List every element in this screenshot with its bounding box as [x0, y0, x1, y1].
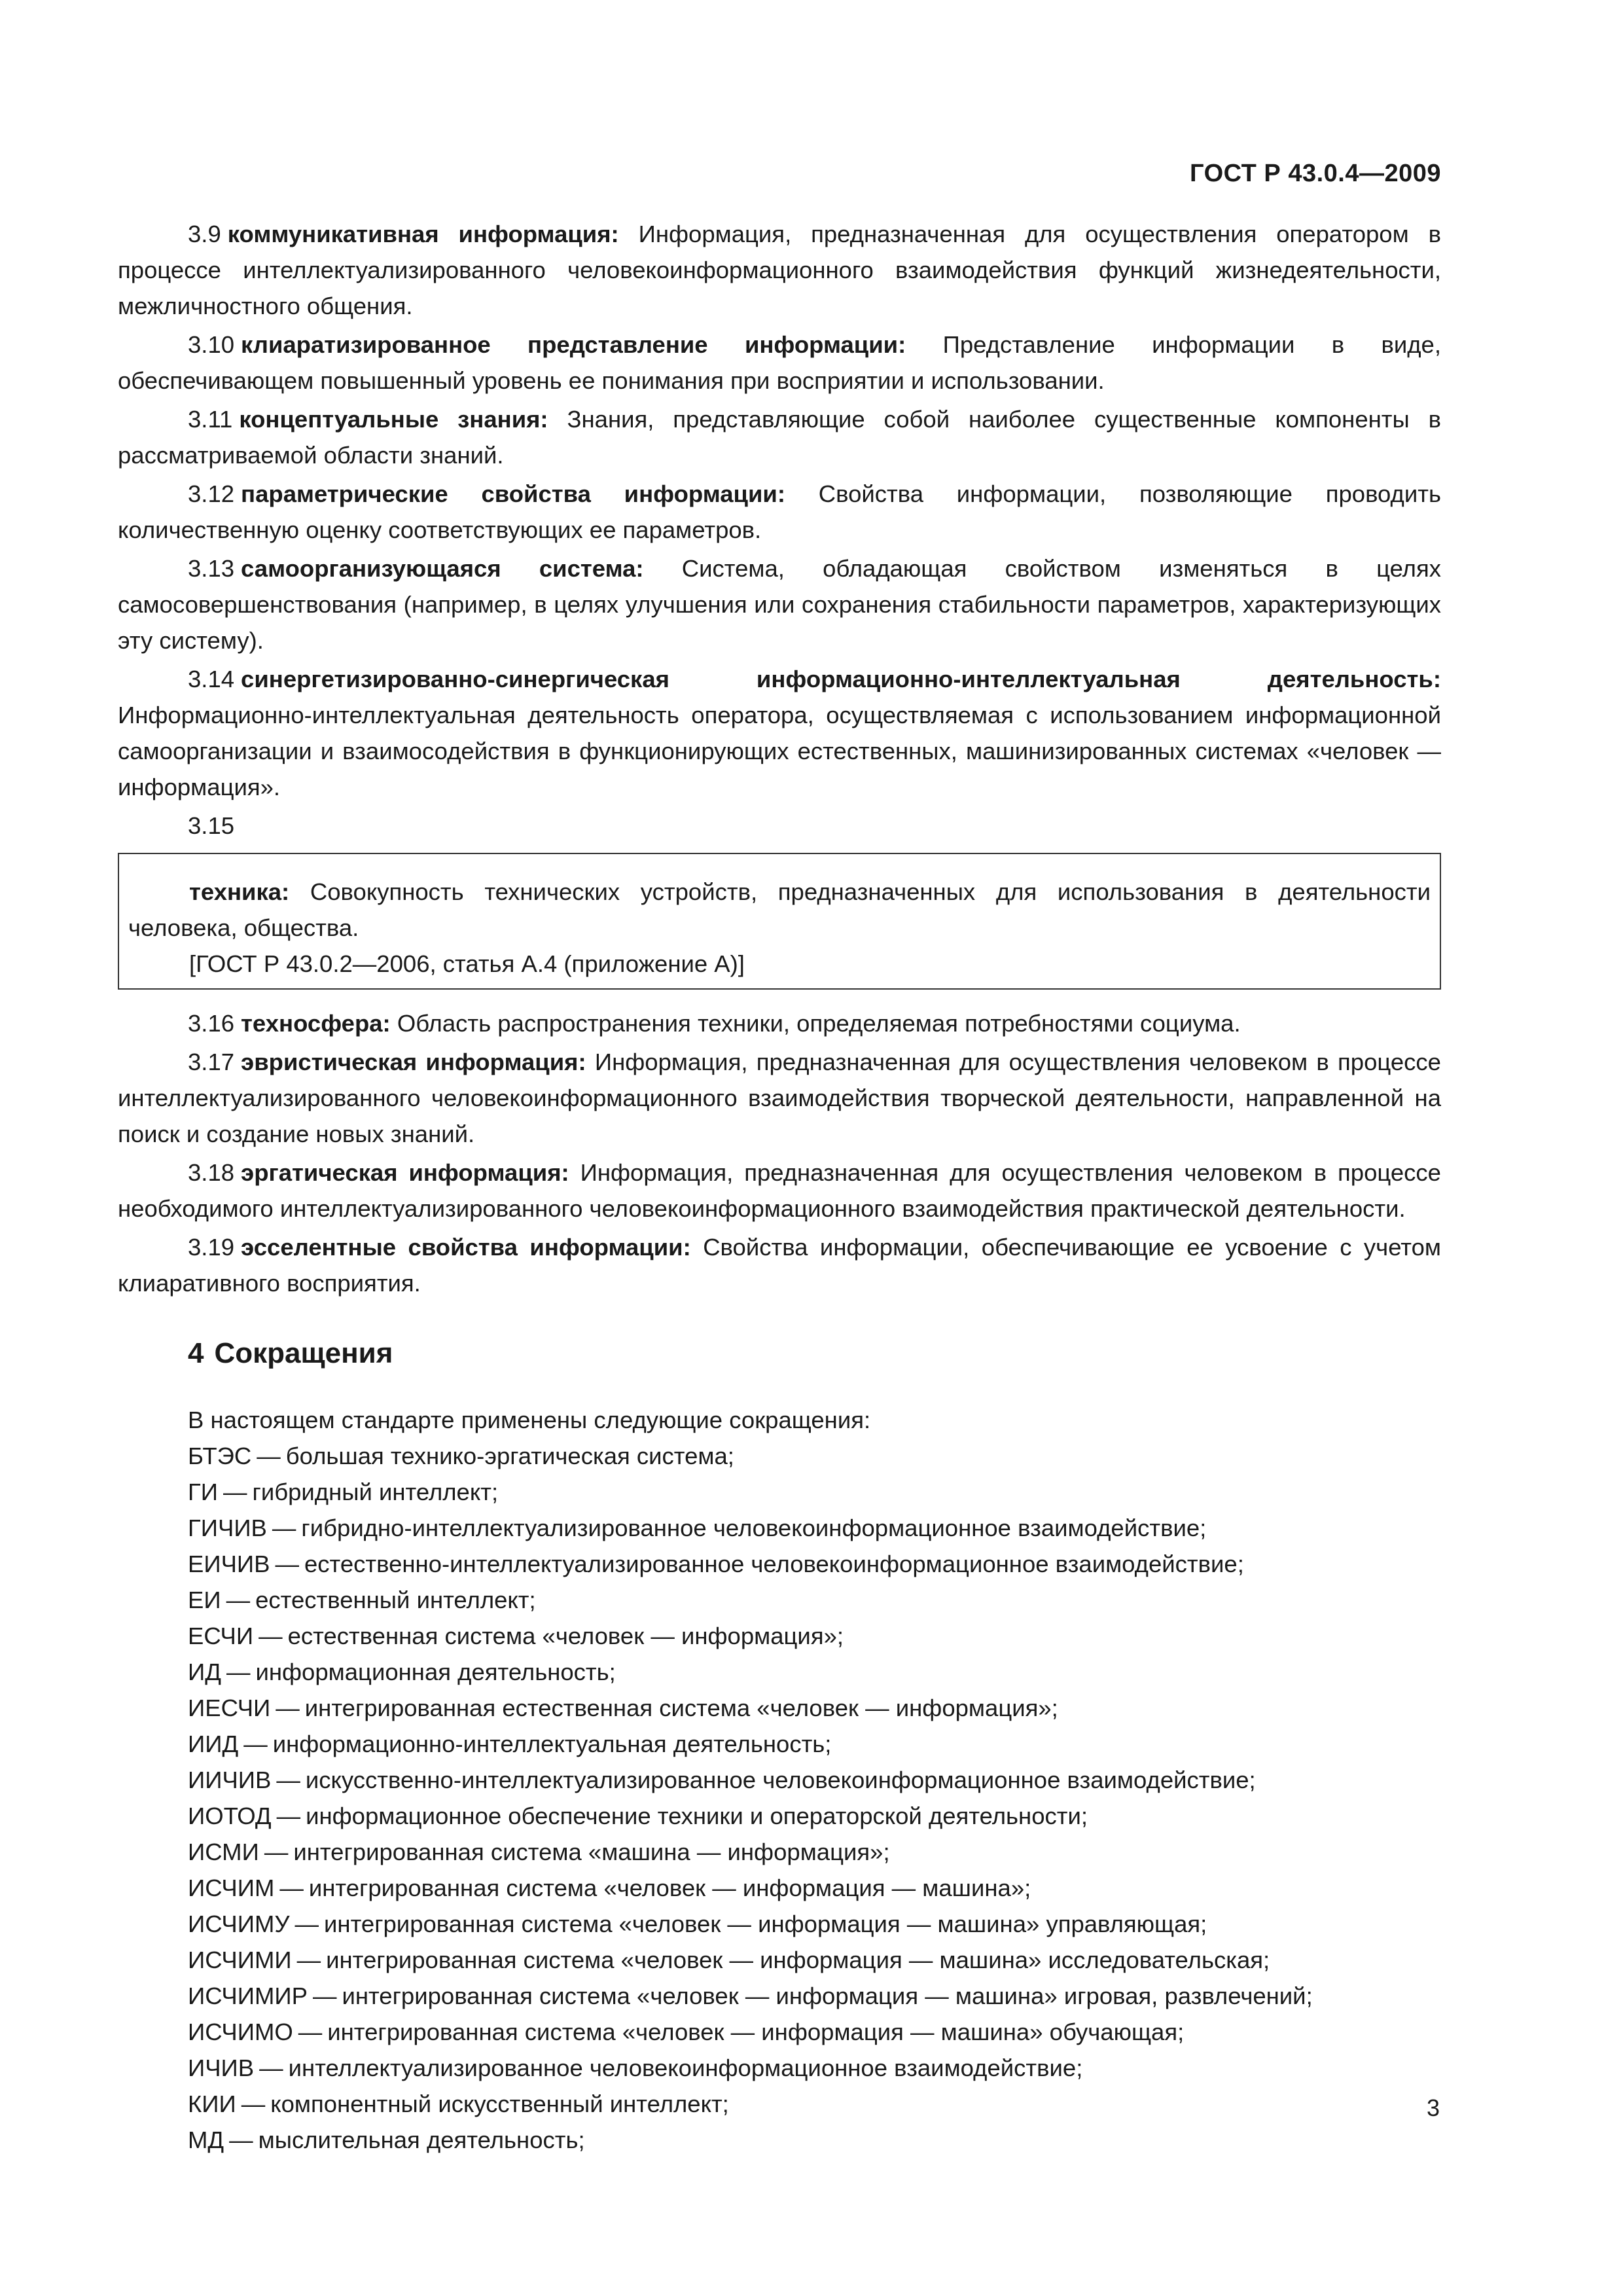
- abbreviation-item: [118, 1942, 1441, 1978]
- definition-item: [118, 216, 1441, 324]
- definition-source: [ГОСТ Р 43.0.2—2006, статья А.4 (приложение А)]: [189, 950, 745, 977]
- definition-item: [118, 1044, 1441, 1152]
- abbreviation-item: [118, 1870, 1441, 1906]
- abbreviation-meaning: интегрированная система «человек — информация — машина» игровая, развлечений;: [342, 1982, 1313, 2009]
- definition-number: 3.10: [188, 331, 235, 358]
- dash-separator: —: [229, 2126, 253, 2153]
- abbreviations-intro: В настоящем стандарте применены следующие сокращения:: [188, 1407, 871, 1433]
- definition-number: 3.11: [188, 406, 233, 433]
- abbreviation-item: [118, 1474, 1441, 1510]
- abbreviation-item: [118, 1654, 1441, 1690]
- abbreviation-term: ЕИ: [188, 1587, 221, 1613]
- dash-separator: —: [298, 2018, 323, 2045]
- definition-term: самоорганизующаяся система:: [241, 555, 644, 582]
- document-code-header: ГОСТ Р 43.0.4—2009: [1190, 160, 1441, 187]
- abbreviation-meaning: естественный интеллект;: [255, 1587, 536, 1613]
- definition-text: Представление информации в виде, обеспечивающем повышенный уровень ее понимания при восприятии и использовании.: [118, 331, 1441, 394]
- abbreviation-meaning: компонентный искусственный интеллект;: [270, 2090, 729, 2117]
- definition-text: Свойства информации, обеспечивающие ее усвоение с учетом клиаративного восприятия.: [118, 1234, 1441, 1297]
- definition-number: 3.17: [188, 1049, 235, 1075]
- abbreviation-meaning: гибридно-интеллектуализированное человекоинформационное взаимодействие;: [301, 1515, 1207, 1541]
- definition-number: 3.16: [188, 1010, 235, 1037]
- abbreviation-item: [118, 1690, 1441, 1726]
- abbreviation-item: [118, 1510, 1441, 1546]
- abbreviation-meaning: интеллектуализированное человекоинформационное взаимодействие;: [288, 2054, 1083, 2081]
- definition-text: Система, обладающая свойством изменяться в целях самосовершенствования (например, в целях улучшения или сохранения стабильности параметров, характеризующих эту систему).: [118, 555, 1441, 654]
- definition-term: концептуальные знания:: [239, 406, 548, 433]
- abbreviation-term: ИСЧИМО: [188, 2018, 293, 2045]
- definition-item: [118, 1229, 1441, 1301]
- abbreviation-meaning: естественно-интеллектуализированное человекоинформационное взаимодействие;: [304, 1551, 1244, 1577]
- abbreviation-meaning: интегрированная система «человек — информация — машина» исследовательская;: [326, 1946, 1270, 1973]
- abbreviation-item: [118, 1834, 1441, 1870]
- page-number: 3: [1426, 2094, 1440, 2121]
- abbreviation-item: [118, 2122, 1441, 2158]
- definition-item: [118, 1005, 1441, 1041]
- definition-number: 3.18: [188, 1159, 235, 1186]
- abbreviation-item: [118, 1762, 1441, 1798]
- dash-separator: —: [275, 1551, 299, 1577]
- definition-term: техносфера:: [241, 1010, 391, 1037]
- abbreviation-term: ИЕСЧИ: [188, 1695, 271, 1721]
- definition-item: [118, 401, 1441, 473]
- abbreviation-term: ИСЧИМИ: [188, 1946, 292, 1973]
- definition-text: Информация, предназначенная для осуществления оператором в процессе интеллектуализированного человекоинформационного взаимодействия функций жизнедеятельности, межличностного общения.: [118, 221, 1441, 319]
- abbreviation-term: ИСЧИМУ: [188, 1910, 290, 1937]
- dash-separator: —: [257, 1443, 281, 1469]
- dash-separator: —: [241, 2090, 266, 2117]
- definition-number: 3.14: [188, 666, 235, 692]
- abbreviation-meaning: интегрированная система «машина — информация»;: [293, 1839, 890, 1865]
- abbreviation-item: [118, 1438, 1441, 1474]
- definition-number: 3.19: [188, 1234, 235, 1261]
- abbreviation-term: ИСЧИМИР: [188, 1982, 308, 2009]
- dash-separator: —: [223, 1479, 247, 1505]
- abbreviation-meaning: мыслительная деятельность;: [258, 2126, 585, 2153]
- definition-item: [118, 1155, 1441, 1227]
- definition-term: клиаратизированное представление информации:: [241, 331, 906, 358]
- abbreviation-meaning: информационное обеспечение техники и операторской деятельности;: [306, 1803, 1088, 1829]
- abbreviation-meaning: интегрированная система «человек — информация — машина» обучающая;: [327, 2018, 1185, 2045]
- dash-separator: —: [243, 1731, 268, 1757]
- abbreviation-term: ЕИЧИВ: [188, 1551, 270, 1577]
- definition-item: [118, 661, 1441, 805]
- dash-separator: —: [226, 1659, 251, 1685]
- dash-separator: —: [264, 1839, 289, 1865]
- abbreviation-item: [118, 1618, 1441, 1654]
- abbreviation-term: ИЧИВ: [188, 2054, 255, 2081]
- definition-term: эргатическая информация:: [241, 1159, 569, 1186]
- definition-number: 3.13: [188, 555, 235, 582]
- abbreviation-term: ИСМИ: [188, 1839, 259, 1865]
- abbreviation-meaning: интегрированная естественная система «человек — информация»;: [304, 1695, 1058, 1721]
- dash-separator: —: [259, 2054, 283, 2081]
- dash-separator: —: [296, 1946, 321, 1973]
- abbreviation-term: ЕСЧИ: [188, 1623, 254, 1649]
- dash-separator: —: [272, 1515, 296, 1541]
- page-content: [118, 216, 1441, 2158]
- abbreviation-meaning: интегрированная система «человек — информация — машина»;: [308, 1874, 1031, 1901]
- abbreviation-term: ИОТОД: [188, 1803, 272, 1829]
- abbreviation-meaning: естественная система «человек — информация»;: [287, 1623, 844, 1649]
- definition-term: техника:: [189, 878, 290, 905]
- abbreviation-term: КИИ: [188, 2090, 236, 2117]
- abbreviation-item: [118, 1798, 1441, 1834]
- abbreviation-term: БТЭС: [188, 1443, 252, 1469]
- definition-text: Информационно-интеллектуальная деятельность оператора, осуществляемая с использованием информационной самоорганизации и взаимосодействия в функционирующих естественных, машинизированных системах «человек — информация».: [118, 702, 1441, 800]
- definition-text: Свойства информации, позволяющие проводить количественную оценку соответствующих ее параметров.: [118, 480, 1441, 543]
- dash-separator: —: [226, 1587, 251, 1613]
- definition-term: синергетизированно-синергическая информационно-интеллектуальная деятельность:: [241, 666, 1441, 692]
- boxed-definition-text: [128, 874, 1431, 946]
- abbreviation-item: [118, 1726, 1441, 1762]
- abbreviation-term: ИИД: [188, 1731, 239, 1757]
- definition-term: эсселентные свойства информации:: [241, 1234, 691, 1261]
- section-heading: [188, 1334, 1441, 1373]
- abbreviation-term: ГИ: [188, 1479, 218, 1505]
- definition-number: 3.15: [188, 812, 235, 839]
- section-number: 4: [188, 1337, 204, 1369]
- abbreviation-item: [118, 1978, 1441, 2014]
- dash-separator: —: [276, 1803, 301, 1829]
- dash-separator: —: [259, 1623, 283, 1649]
- definition-number: 3.9: [188, 221, 221, 247]
- definition-term: эвристическая информация:: [241, 1049, 586, 1075]
- boxed-definition: [118, 853, 1441, 990]
- abbreviation-term: ИСЧИМ: [188, 1874, 275, 1901]
- abbreviation-item: [118, 2050, 1441, 2086]
- dash-separator: —: [276, 1767, 300, 1793]
- dash-separator: —: [279, 1874, 304, 1901]
- abbreviation-meaning: интегрированная система «человек — информация — машина» управляющая;: [324, 1910, 1207, 1937]
- abbreviation-meaning: информационная деятельность;: [255, 1659, 616, 1685]
- definition-term: коммуникативная информация:: [227, 221, 619, 247]
- abbreviation-meaning: гибридный интеллект;: [252, 1479, 499, 1505]
- abbreviation-item: [118, 1906, 1441, 1942]
- dash-separator: —: [312, 1982, 337, 2009]
- abbreviation-term: МД: [188, 2126, 224, 2153]
- abbreviation-item: [118, 1582, 1441, 1618]
- definition-text: Область распространения техники, определяемая потребностями социума.: [397, 1010, 1241, 1037]
- definition-text: Информация, предназначенная для осуществления человеком в процессе необходимого интеллектуализированного человекоинформационного взаимодействия практической деятельности.: [118, 1159, 1441, 1222]
- definition-item: [118, 550, 1441, 658]
- definition-item: [118, 327, 1441, 399]
- abbreviation-meaning: большая технико-эргатическая система;: [285, 1443, 734, 1469]
- dash-separator: —: [294, 1910, 319, 1937]
- definitions-list: [118, 1005, 1441, 1301]
- abbreviations-list: [118, 1438, 1441, 2158]
- abbreviation-term: ИИЧИВ: [188, 1767, 272, 1793]
- dash-separator: —: [276, 1695, 300, 1721]
- definition-text: Знания, представляющие собой наиболее существенные компоненты в рассматриваемой области знаний.: [118, 406, 1441, 469]
- abbreviation-meaning: информационно-интеллектуальная деятельность;: [272, 1731, 832, 1757]
- section-title: Сокращения: [214, 1337, 393, 1369]
- definition-text: Совокупность технических устройств, предназначенных для использования в деятельности человека, общества.: [128, 878, 1431, 941]
- abbreviation-item: [118, 2014, 1441, 2050]
- definition-term: параметрические свойства информации:: [241, 480, 785, 507]
- abbreviation-item: [118, 1546, 1441, 1582]
- definitions-list: [118, 216, 1441, 805]
- abbreviation-term: ИД: [188, 1659, 221, 1685]
- definition-item: [118, 476, 1441, 548]
- definition-text: Информация, предназначенная для осуществления человеком в процессе интеллектуализированного человекоинформационного взаимодействия творческой деятельности, направленной на поиск и создание новых знаний.: [118, 1049, 1441, 1147]
- abbreviation-meaning: искусственно-интеллектуализированное человекоинформационное взаимодействие;: [305, 1767, 1256, 1793]
- abbreviation-item: [118, 2086, 1441, 2122]
- abbreviation-term: ГИЧИВ: [188, 1515, 267, 1541]
- definition-number: 3.12: [188, 480, 235, 507]
